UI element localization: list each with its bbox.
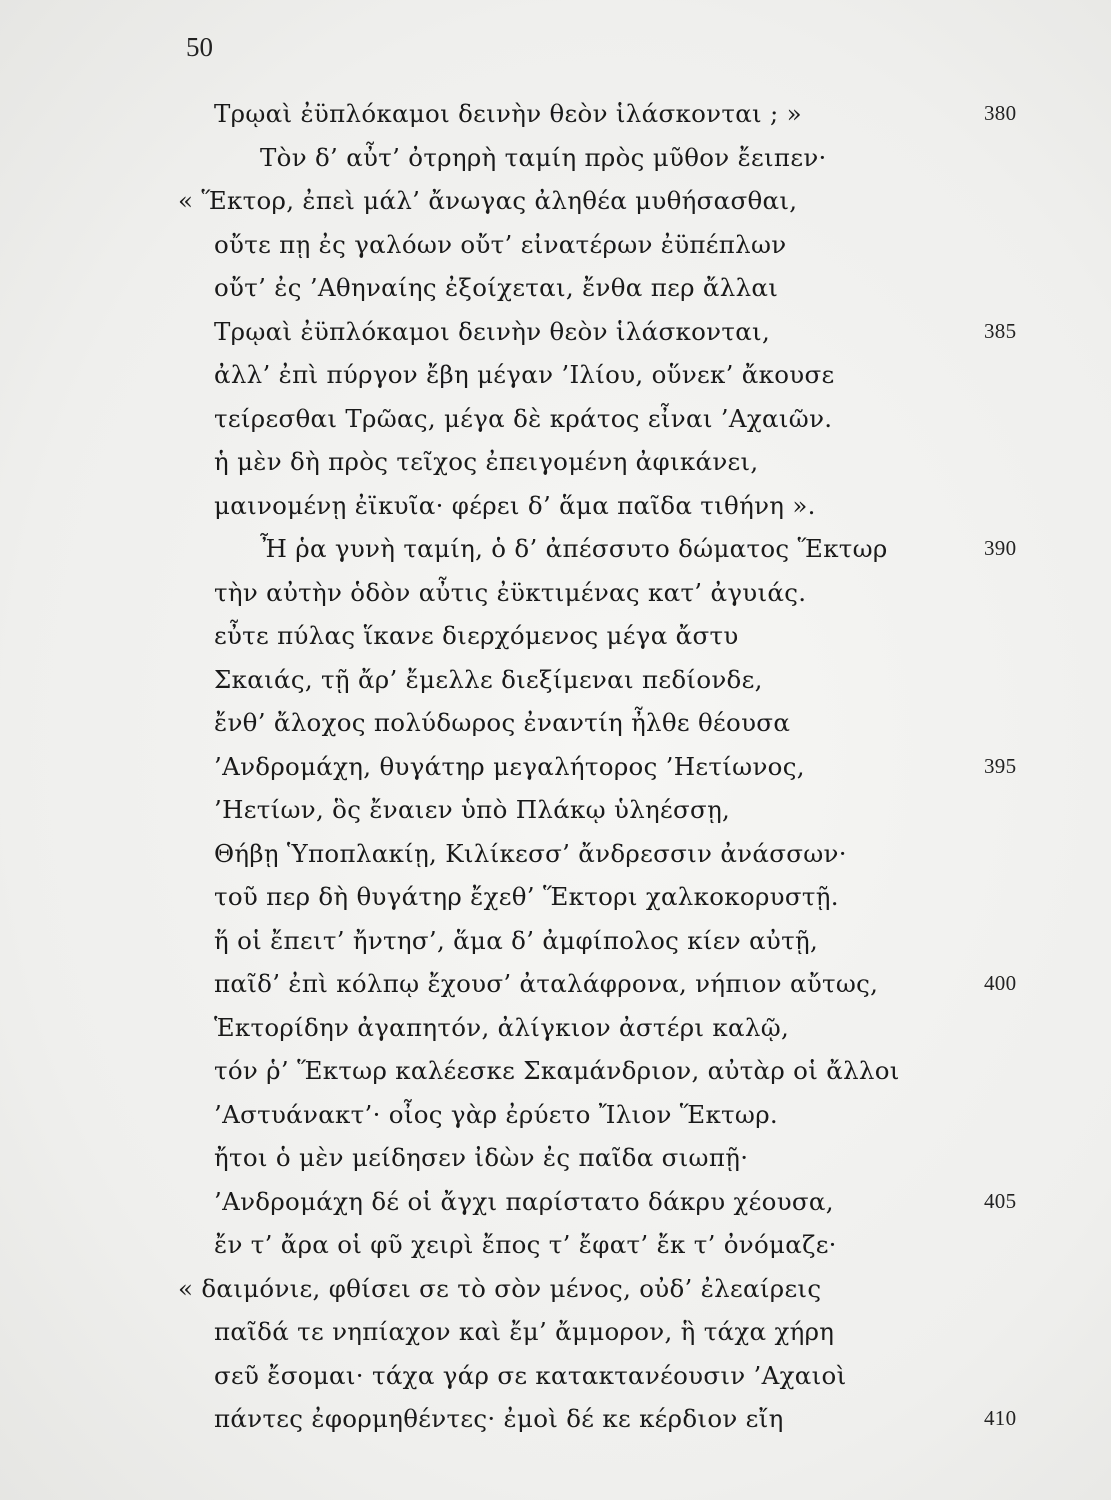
line-number: 400	[984, 971, 1017, 995]
verse-text: Σκαιάς, τῇ ἄρ’ ἔμελλε διεξίμεναι πεδίονδε,	[214, 664, 763, 694]
verse-text: παῖδ’ ἐπὶ κόλπῳ ἔχουσ’ ἀταλάφρονα, νήπιον αὔτως,	[214, 969, 879, 998]
verse-line	[214, 571, 1054, 615]
verse-text: τὴν αὐτὴν ὁδὸν αὖτις ἐϋκτιμένας κατ’ ἀγυιάς.	[214, 577, 807, 607]
verse-text: εὖτε πύλας ἵκανε διερχόμενος μέγα ἄστυ	[214, 621, 739, 650]
line-number: 395	[984, 753, 1017, 778]
line-number: 390	[984, 536, 1017, 560]
verse-text: πάντες ἐφορμηθέντες· ἐμοὶ δέ κε κέρδιον εἴη	[214, 1404, 784, 1433]
verse-text: Ἦ ῥα γυνὴ ταμίη, ὁ δ’ ἀπέσσυτο δώματος Ἕκτωρ	[260, 534, 888, 563]
verse-line	[214, 1310, 1054, 1354]
line-number: 380	[984, 101, 1017, 125]
verse-text: μαινομένῃ ἐϊκυῖα· φέρει δ’ ἅμα παῖδα τιθήνη ».	[214, 490, 816, 520]
verse-line	[214, 1397, 1054, 1441]
verse-line	[214, 832, 1054, 876]
verse-line	[214, 527, 1054, 571]
verse-text: Θήβῃ Ὑποπλακίῃ, Κιλίκεσσ’ ἄνδρεσσιν ἀνάσσων·	[214, 838, 847, 868]
verse-text: « Ἕκτορ, ἐπεὶ μάλ’ ἄνωγας ἀληθέα μυθήσασθαι,	[178, 186, 798, 215]
verse-line	[214, 266, 1054, 310]
verse-text: ἤτοι ὁ μὲν μείδησεν ἰδὼν ἐς παῖδα σιωπῇ·	[214, 1143, 749, 1172]
verse-line	[214, 92, 1054, 136]
verse-line	[214, 919, 1054, 963]
verse-line	[214, 1006, 1054, 1050]
verse-text: παῖδά τε νηπίαχον καὶ ἔμ’ ἄμμορον, ἣ τάχα χήρη	[214, 1317, 835, 1346]
verse-text: ἔν τ’ ἄρα οἱ φῦ χειρὶ ἔπος τ’ ἔφατ’ ἔκ τ’ ὀνόμαζε·	[214, 1230, 837, 1259]
verse-line	[214, 1180, 1054, 1224]
verse-line	[214, 310, 1054, 354]
verse-text: τείρεσθαι Τρῶας, μέγα δὲ κράτος εἶναι ’Αχαιῶν.	[214, 403, 833, 433]
verse-line	[214, 875, 1054, 919]
verse-line	[214, 397, 1054, 441]
verse-text: ’Ανδρομάχη, θυγάτηρ μεγαλήτορος ’Ηετίωνος,	[214, 751, 805, 781]
verse-text: Τὸν δ’ αὖτ’ ὀτρηρὴ ταμίη πρὸς μῦθον ἔειπεν·	[260, 142, 827, 172]
verse-line	[214, 701, 1054, 745]
verse-line	[214, 788, 1054, 832]
verse-line	[214, 484, 1054, 528]
verse-block	[178, 92, 1054, 1441]
page-number: 50	[186, 32, 213, 62]
verse-text: τοῦ περ δὴ θυγάτηρ ἔχεθ’ Ἕκτορι χαλκοκορυστῇ.	[214, 882, 839, 911]
line-number: 405	[984, 1188, 1017, 1213]
verse-line	[214, 136, 1054, 180]
verse-line	[214, 745, 1054, 789]
line-number: 410	[984, 1406, 1017, 1430]
verse-text: τόν ῥ’ Ἕκτωρ καλέεσκε Σκαμάνδριον, αὐτὰρ οἱ ἄλλοι	[214, 1056, 900, 1085]
verse-line	[214, 353, 1054, 397]
verse-line	[214, 1223, 1054, 1267]
verse-line	[214, 1354, 1054, 1398]
line-number: 385	[984, 318, 1017, 343]
verse-line	[214, 614, 1054, 658]
verse-line	[214, 1049, 1054, 1093]
verse-line	[214, 962, 1054, 1006]
verse-text: ’Αστυάνακτ’· οἶος γὰρ ἐρύετο Ἴλιον Ἕκτωρ.	[214, 1099, 778, 1129]
verse-text: ἔνθ’ ἄλοχος πολύδωρος ἐναντίη ἦλθε θέουσα	[214, 708, 791, 737]
verse-line	[178, 179, 1054, 223]
verse-line	[214, 658, 1054, 702]
verse-text: ἡ μὲν δὴ πρὸς τεῖχος ἐπειγομένη ἀφικάνει,	[214, 447, 759, 476]
verse-text: οὔτ’ ἐς ’Αθηναίης ἐξοίχεται, ἔνθα περ ἄλλαι	[214, 273, 779, 302]
verse-text: ’Ανδρομάχη δέ οἱ ἄγχι παρίστατο δάκρυ χέουσα,	[214, 1186, 834, 1216]
verse-line	[178, 1267, 1054, 1311]
verse-text: Τρῳαὶ ἐϋπλόκαμοι δεινὴν θεὸν ἱλάσκονται,	[214, 316, 771, 346]
verse-line	[214, 1093, 1054, 1137]
verse-text: Τρῳαὶ ἐϋπλόκαμοι δεινὴν θεὸν ἱλάσκονται ; »	[214, 99, 802, 128]
verse-text: ’Ηετίων, ὃς ἔναιεν ὑπὸ Πλάκῳ ὑληέσσῃ,	[214, 795, 731, 824]
verse-text: οὔτε πῃ ἐς γαλόων οὔτ’ εἰνατέρων ἐϋπέπλων	[214, 229, 787, 259]
verse-line	[214, 440, 1054, 484]
verse-text: « δαιμόνιε, φθίσει σε τὸ σὸν μένος, οὐδ’ ἐλεαίρεις	[178, 1273, 822, 1303]
verse-text: ἀλλ’ ἐπὶ πύργον ἔβη μέγαν ’Ιλίου, οὕνεκ’ ἄκουσε	[214, 360, 835, 389]
verse-text: ἥ οἱ ἔπειτ’ ἤντησ’, ἅμα δ’ ἀμφίπολος κίεν αὐτῇ,	[214, 925, 819, 955]
verse-line	[214, 223, 1054, 267]
verse-text: σεῦ ἔσομαι· τάχα γάρ σε κατακτανέουσιν ’Αχαιοὶ	[214, 1360, 847, 1390]
verse-text: Ἑκτορίδην ἀγαπητόν, ἀλίγκιον ἀστέρι καλῷ,	[214, 1012, 790, 1042]
verse-line	[214, 1136, 1054, 1180]
